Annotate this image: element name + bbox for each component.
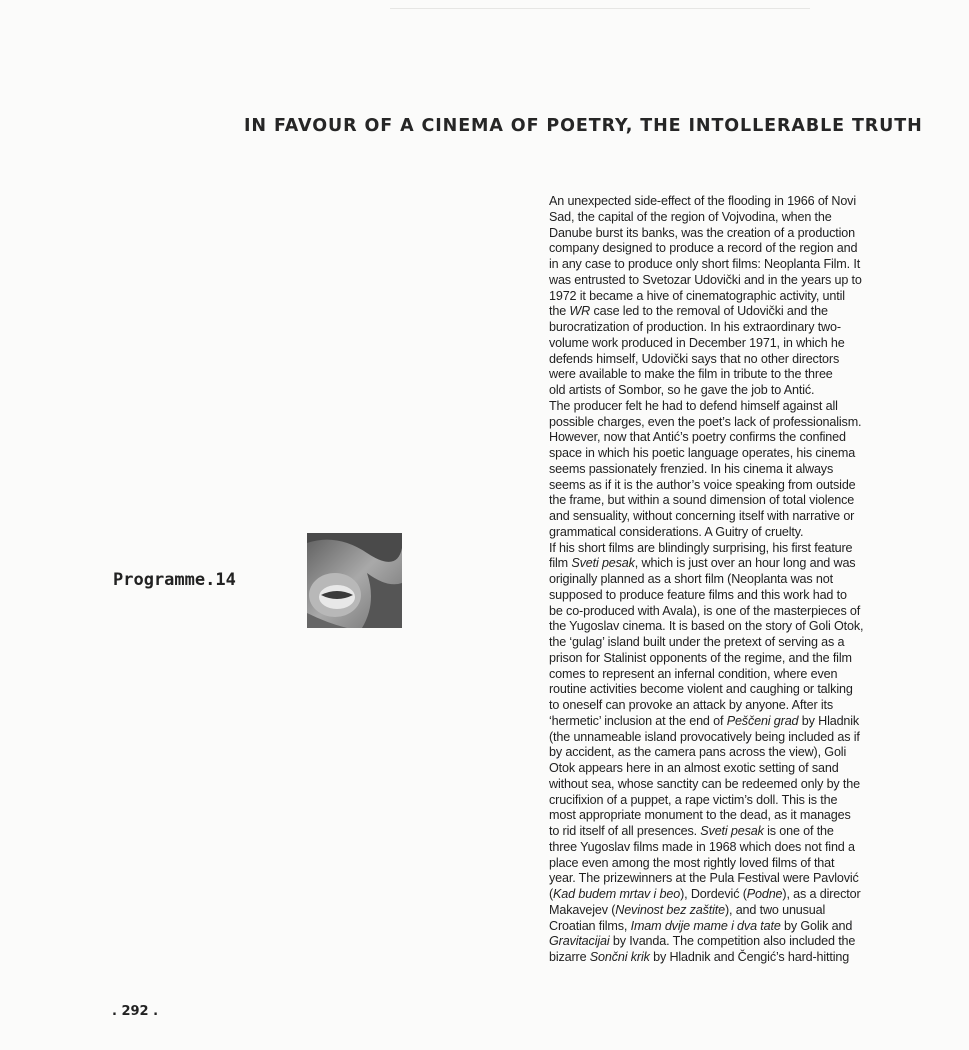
text-run: most appropriate monument to the dead, as it manages: [549, 808, 851, 823]
text-run: burocratization of production. In his extraordinary two-: [549, 320, 841, 334]
text-run: old artists of Sombor, so he gave the job to Antić.: [549, 383, 815, 397]
body-line: [549, 903, 894, 919]
text-run: (: [549, 887, 554, 901]
body-line: [549, 887, 894, 903]
text-run: by accident, as the camera pans across the view), Goli: [549, 745, 847, 760]
text-run: Sad, the capital of the region of Vojvodina, when the: [549, 209, 832, 224]
text-run: crucifixion of a puppet, a rape victim’s doll. This is the: [549, 792, 838, 807]
text-run: routine activities become violent and caughing or talking: [549, 682, 853, 697]
text-run: If his short films are blindingly surprising, his first feature: [549, 540, 853, 555]
italic-title: Kad budem mrtav i beo: [553, 887, 681, 901]
body-line: [549, 840, 894, 856]
page-title: IN FAVOUR OF A CINEMA OF POETRY, THE INTOLLERABLE TRUTH: [244, 116, 923, 136]
text-run: year. The prizewinners at the Pula Festival were Pavlović: [549, 871, 859, 886]
body-line: [549, 698, 894, 714]
text-run: to oneself can provoke an attack by anyone. After its: [549, 698, 833, 712]
body-line: [549, 934, 894, 950]
text-run: be co-produced with Avala), is one of the masterpieces of: [549, 603, 861, 618]
body-line: [549, 273, 894, 289]
text-run: Danube burst its banks, was the creation of a production: [549, 225, 855, 240]
body-line: [549, 241, 894, 257]
body-line: [549, 556, 894, 572]
body-line: [549, 352, 894, 368]
body-line: [549, 478, 894, 494]
film-still-thumbnail: [307, 533, 402, 628]
body-line: [549, 493, 894, 509]
text-run: space in which his poetic language operates, his cinema: [549, 446, 856, 460]
text-run: the: [549, 304, 570, 319]
text-run: without sea, whose sanctity can be redeemed only by the: [549, 776, 860, 791]
italic-title: Sveti pesak: [571, 556, 635, 571]
body-line: [549, 871, 894, 887]
text-run: An unexpected side-effect of the flooding in 1966 of Novi: [549, 194, 856, 208]
text-run: is one of the: [763, 824, 834, 838]
text-run: was entrusted to Svetozar Udovički and in the years up to: [549, 272, 862, 287]
italic-title: Imam dvije mame i dva tate: [630, 918, 781, 933]
italic-title: Podne: [746, 887, 783, 901]
text-run: by Hladnik: [798, 713, 860, 728]
text-run: in any case to produce only short films: Neoplanta Film. It: [549, 257, 861, 271]
text-run: prison for Stalinist opponents of the regime, and the film: [549, 650, 852, 665]
text-run: case led to the removal of Udovički and the: [590, 304, 828, 319]
text-run: seems passionately frenzied. In his cinema it always: [549, 461, 834, 476]
body-line: [549, 320, 894, 336]
body-line: [549, 226, 894, 242]
body-line: [549, 919, 894, 935]
text-run: The producer felt he had to defend himself against all: [549, 398, 838, 413]
italic-title: Gravitacijai: [549, 934, 610, 949]
body-line: [549, 415, 894, 431]
body-line: [549, 194, 894, 210]
body-line: [549, 509, 894, 525]
section-label: Programme.14: [113, 570, 236, 590]
text-run: 1972 it became a hive of cinematographic activity, until: [549, 288, 845, 303]
text-run: film: [549, 556, 572, 571]
text-run: possible charges, even the poet’s lack of professionalism.: [549, 414, 862, 429]
italic-title: Nevinost bez zaštite: [615, 902, 725, 917]
body-line: [549, 793, 894, 809]
text-run: originally planned as a short film (Neoplanta was not: [549, 572, 833, 586]
text-run: ‘hermetic’ inclusion at the end of: [549, 713, 727, 728]
text-run: Makavejev (: [549, 902, 616, 917]
text-run: by Ivanda. The competition also included the: [609, 934, 856, 949]
body-line: [549, 745, 894, 761]
body-line: [549, 572, 894, 588]
italic-title: Peščeni grad: [726, 713, 799, 728]
text-run: to rid itself of all presences.: [549, 824, 701, 838]
body-line: [549, 541, 894, 557]
body-line: [549, 525, 894, 541]
text-run: the frame, but within a sound dimension of total violence: [549, 493, 855, 508]
text-run: three Yugoslav films made in 1968 which does not find a: [549, 839, 855, 854]
text-run: seems as if it is the author’s voice speaking from outside: [549, 477, 856, 492]
body-line: [549, 856, 894, 872]
text-run: However, now that Antić’s poetry confirms the confined: [549, 430, 846, 445]
text-run: ), as a director: [782, 887, 861, 901]
body-line: [549, 399, 894, 415]
body-line: [549, 651, 894, 667]
text-run: the ‘gulag’ island built under the pretext of serving as a: [549, 635, 845, 649]
body-line: [549, 777, 894, 793]
italic-title: Sveti pesak: [700, 824, 764, 838]
text-run: ), Dordević (: [680, 887, 747, 901]
body-line: [549, 336, 894, 352]
body-line: [549, 383, 894, 399]
body-line: [549, 808, 894, 824]
text-run: place even among the most rightly loved films of that: [549, 855, 835, 870]
body-line: [549, 950, 894, 966]
text-run: volume work produced in December 1971, in which he: [549, 335, 845, 350]
text-run: and sensuality, without concerning itself with narrative or: [549, 509, 855, 523]
text-run: (the unnameable island provocatively being included as if: [549, 729, 860, 744]
text-run: company designed to produce a record of the region and: [549, 241, 858, 256]
text-run: supposed to produce feature films and this work had to: [549, 587, 847, 602]
top-scan-edge: [390, 8, 810, 9]
text-run: ), and two unusual: [724, 902, 826, 917]
body-line: [549, 730, 894, 746]
body-line: [549, 210, 894, 226]
body-line: [549, 604, 894, 620]
body-line: [549, 257, 894, 273]
body-line: [549, 667, 894, 683]
text-run: by Golik and: [780, 918, 853, 933]
body-line: [549, 367, 894, 383]
body-line: [549, 682, 894, 698]
body-line: [549, 588, 894, 604]
body-line: [549, 761, 894, 777]
text-run: grammatical considerations. A Guitry of cruelty.: [549, 524, 804, 539]
article-body-text: [549, 194, 894, 966]
text-run: , which is just over an hour long and was: [634, 556, 856, 571]
text-run: comes to represent an infernal condition, where even: [549, 666, 838, 681]
text-run: bizarre: [549, 950, 590, 964]
body-line: [549, 446, 894, 462]
text-run: Otok appears here in an almost exotic setting of sand: [549, 761, 839, 775]
body-line: [549, 430, 894, 446]
body-line: [549, 462, 894, 478]
text-run: the Yugoslav cinema. It is based on the story of Goli Otok,: [549, 619, 864, 634]
text-run: defends himself, Udovički says that no other directors: [549, 351, 840, 366]
body-line: [549, 824, 894, 840]
body-line: [549, 635, 894, 651]
text-run: by Hladnik and Čengić’s hard-hitting: [649, 950, 850, 964]
body-line: [549, 304, 894, 320]
body-line: [549, 714, 894, 730]
italic-title: Sončni krik: [589, 950, 650, 964]
page-number: . 292 .: [112, 1004, 159, 1019]
body-line: [549, 289, 894, 305]
text-run: were available to make the film in tribute to the three: [549, 367, 833, 382]
text-run: Croatian films,: [549, 918, 631, 933]
italic-title: WR: [569, 304, 591, 319]
body-line: [549, 619, 894, 635]
